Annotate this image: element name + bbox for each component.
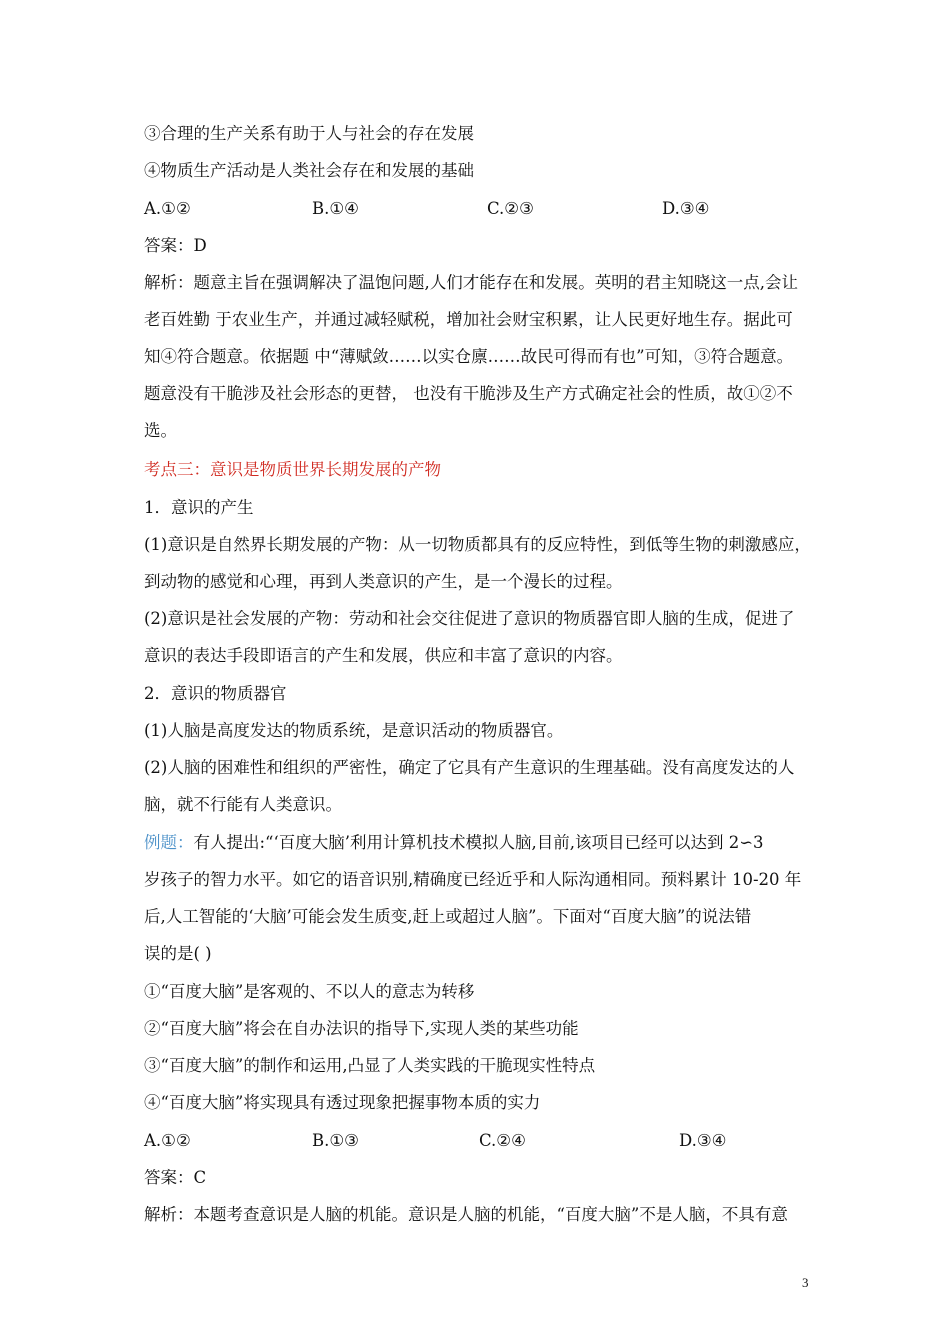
q2-item-3: ③“百度大脑”的制作和运用,凸显了人类实践的干脆现实性特点 [144, 1056, 596, 1075]
q1-option-c: C.②③ [487, 199, 534, 218]
q2-stem-line: 岁孩子的智力水平。如它的语音识别,精确度已经近乎和人际沟通相同。预料累计 10-20 年 [144, 870, 802, 889]
page-number: 3 [802, 1275, 809, 1290]
q2-item-2: ②“百度大脑”将会在自办法识的指导下,实现人类的某些功能 [144, 1019, 579, 1038]
section-line: (1)人脑是高度发达的物质系统，是意识活动的物质器官。 [144, 721, 564, 740]
q1-item-4: ④物质生产活动是人类社会存在和发展的基础 [144, 161, 474, 180]
q1-answer: 答案：D [144, 236, 207, 255]
section-heading: 考点三：意识是物质世界长期发展的产物 [144, 460, 441, 479]
section-line: 意识的表达手段即语言的产生和发展，供应和丰富了意识的内容。 [144, 646, 623, 665]
q1-analysis-line: 老百姓勤 于农业生产，并通过减轻赋税，增加社会财宝积累，让人民更好地生存。据此可 [144, 310, 793, 329]
section-line: (1)意识是自然界长期发展的产物：从一切物质都具有的反应特性，到低等生物的刺激感应， [144, 535, 811, 554]
q1-analysis-line: 知④符合题意。依据题 中“薄赋敛……以实仓廪……故民可得而有也”可知，③符合题意。 [144, 347, 794, 366]
q1-option-a: A.①② [144, 199, 191, 218]
q1-option-b: B.①④ [312, 199, 359, 218]
q2-stem-first [144, 833, 764, 853]
section-line: 2．意识的物质器官 [144, 684, 287, 703]
q2-option-d: D.③④ [679, 1131, 727, 1150]
q2-option-a: A.①② [144, 1131, 191, 1150]
q1-item-3: ③合理的生产关系有助于人与社会的存在发展 [144, 124, 474, 143]
q2-stem-line: 后,人工智能的‘大脑’可能会发生质变,赶上或超过人脑”。下面对“百度大脑”的说法错 [144, 907, 752, 926]
q1-options [144, 199, 844, 219]
q1-analysis-line: 解析：题意主旨在强调解决了温饱问题,人们才能存在和发展。英明的君主知晓这一点,会让 [144, 273, 798, 292]
q1-analysis-line: 题意没有干脆涉及社会形态的更替， 也没有干脆涉及生产方式确定社会的性质，故①②不 [144, 384, 793, 403]
section-line: 到动物的感觉和心理，再到人类意识的产生，是一个漫长的过程。 [144, 572, 623, 591]
q1-option-d: D.③④ [662, 199, 710, 218]
q2-item-1: ①“百度大脑”是客观的、不以人的意志为转移 [144, 982, 475, 1001]
q2-stem-text: 有人提出:“‘百度大脑’利用计算机技术模拟人脑,目前,该项目已经可以达到 2∽3 [193, 833, 764, 852]
section-line: 脑，就不行能有人类意识。 [144, 795, 342, 814]
q2-answer: 答案：C [144, 1168, 207, 1187]
q1-analysis-line: 选。 [144, 421, 177, 440]
section-line: (2)意识是社会发展的产物：劳动和社会交往促进了意识的物质器官即人脑的生成，促进了 [144, 609, 795, 628]
q2-analysis: 解析：本题考查意识是人脑的机能。意识是人脑的机能，“百度大脑”不是人脑，不具有意 [144, 1205, 788, 1224]
section-line: 1．意识的产生 [144, 498, 254, 517]
section-line: (2)人脑的困难性和组织的严密性，确定了它具有产生意识的生理基础。没有高度发达的人 [144, 758, 795, 777]
q2-option-c: C.②④ [479, 1131, 526, 1150]
q2-item-4: ④“百度大脑”将实现具有透过现象把握事物本质的实力 [144, 1093, 541, 1112]
q2-option-b: B.①③ [312, 1131, 359, 1150]
example-label: 例题： [144, 833, 194, 852]
q2-options [144, 1131, 844, 1151]
q2-stem-line: 误的是( ) [144, 944, 212, 963]
